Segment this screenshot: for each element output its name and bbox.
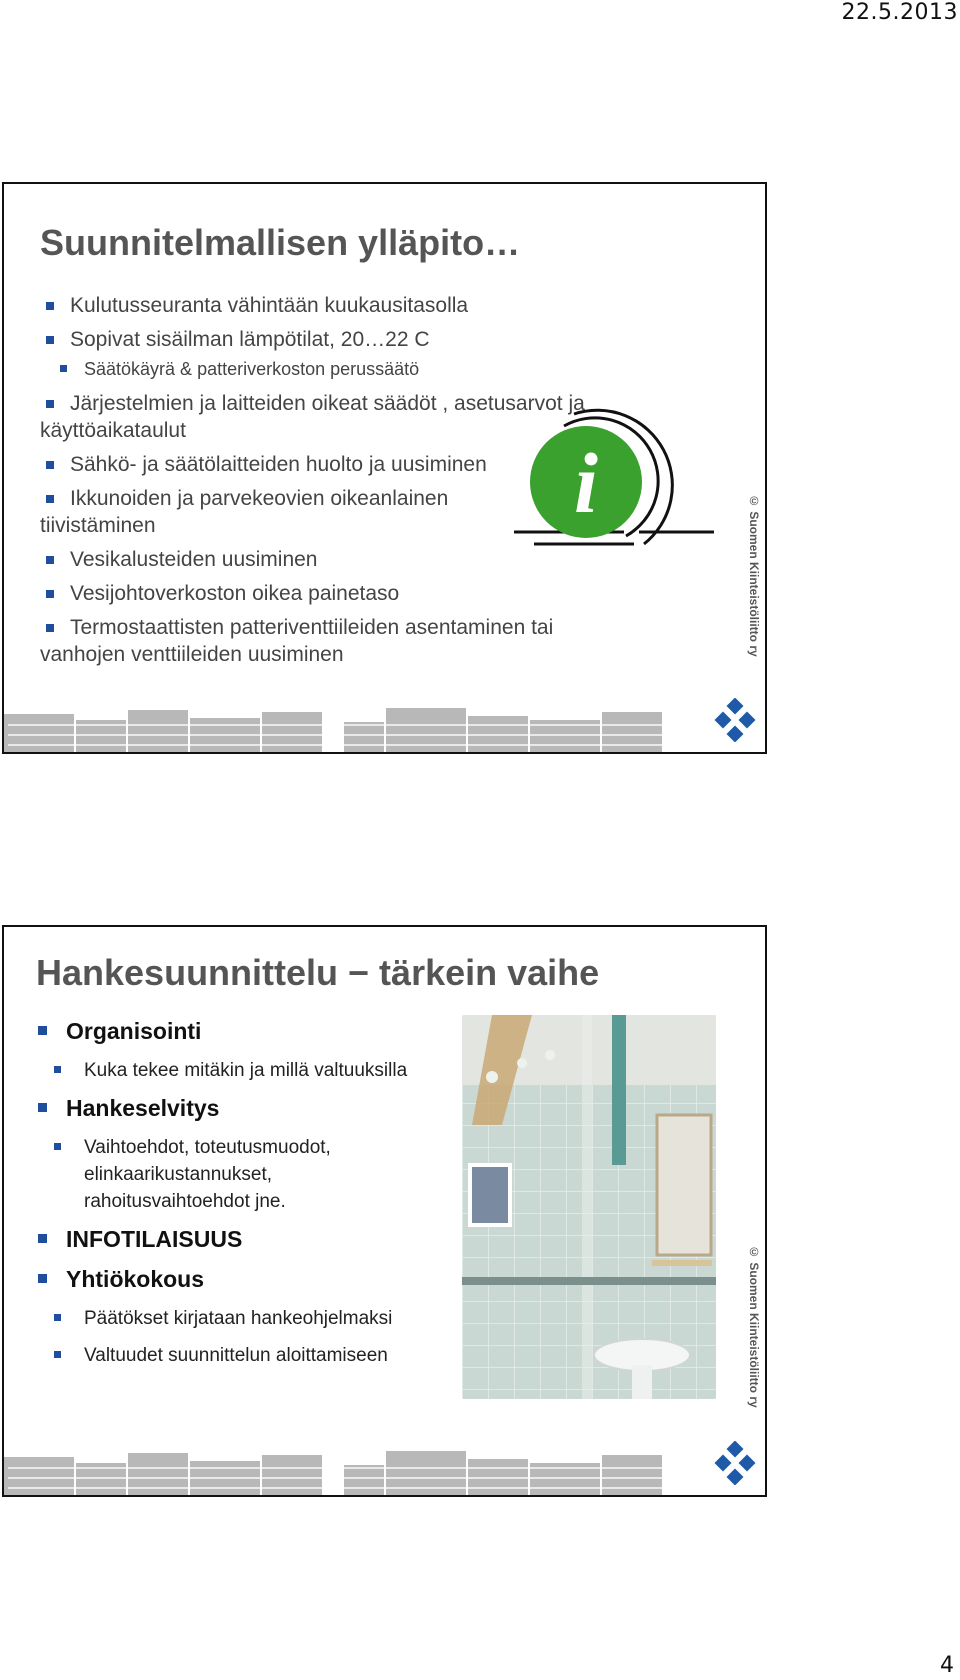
logo-icon bbox=[713, 698, 757, 742]
bullet-square-icon bbox=[54, 1143, 61, 1150]
bullet-square-icon bbox=[46, 624, 54, 632]
bullet-square-icon bbox=[46, 400, 54, 408]
bullet-square-icon bbox=[38, 1234, 47, 1243]
bullet-item: Ikkunoiden ja parvekeovien oikeanlainen tiivistäminen bbox=[40, 487, 449, 537]
bullet-list bbox=[36, 1017, 456, 1379]
info-icon bbox=[514, 404, 714, 554]
bullet-square-icon bbox=[46, 495, 54, 503]
sub-bullet-item: Päätökset kirjataan hankeohjelmaksi bbox=[36, 1305, 456, 1332]
bullet-square-icon bbox=[54, 1066, 61, 1073]
bullet-item: Yhtiökokous bbox=[36, 1265, 456, 1293]
bullet-square-icon bbox=[46, 302, 54, 310]
bullet-item: Järjestelmien ja laitteiden oikeat säädöt , asetusarvot ja käyttöaikataulut bbox=[40, 392, 585, 442]
bullet-item: Vesijohtoverkoston oikea painetaso bbox=[40, 580, 585, 607]
slide-title: Hankesuunnittelu − tärkein vaihe bbox=[36, 952, 600, 993]
bathroom-photo bbox=[462, 1015, 716, 1399]
bullet-item: Hankeselvitys bbox=[36, 1094, 456, 1122]
skyline-decoration bbox=[4, 706, 704, 752]
page-number: 4 bbox=[940, 1653, 954, 1678]
slide-2 bbox=[2, 925, 767, 1497]
bullet-square-icon bbox=[54, 1351, 61, 1358]
logo-icon bbox=[713, 1441, 757, 1485]
bullet-item: INFOTILAISUUS bbox=[36, 1225, 456, 1253]
bullet-square-icon bbox=[60, 365, 67, 372]
bullet-square-icon bbox=[38, 1103, 47, 1112]
copyright-text: © Suomen Kiinteistöliitto ry bbox=[747, 1245, 761, 1408]
bullet-item: Sähkö- ja säätölaitteiden huolto ja uusiminen bbox=[40, 451, 585, 478]
bullet-item: Kulutusseuranta vähintään kuukausitasolla bbox=[40, 292, 585, 319]
copyright-text: © Suomen Kiinteistöliitto ry bbox=[747, 494, 761, 657]
slide-title: Suunnitelmallisen ylläpito… bbox=[40, 222, 521, 263]
page-date: 22.5.2013 bbox=[841, 0, 958, 25]
bullet-square-icon bbox=[54, 1314, 61, 1321]
info-glyph: i bbox=[574, 435, 598, 531]
bullet-list bbox=[40, 292, 585, 675]
bullet-square-icon bbox=[38, 1026, 47, 1035]
sub-bullet-item: Valtuudet suunnittelun aloittamiseen bbox=[36, 1342, 456, 1369]
bullet-square-icon bbox=[38, 1274, 47, 1283]
bullet-item: Termostaattisten patteriventtiileiden asentaminen tai vanhojen venttiileiden uusiminen bbox=[40, 616, 554, 666]
bullet-square-icon bbox=[46, 336, 54, 344]
skyline-decoration bbox=[4, 1449, 704, 1495]
bullet-item: Sopivat sisäilman lämpötilat, 20…22 C bbox=[40, 326, 585, 353]
slide-1 bbox=[2, 182, 767, 754]
bullet-item: Organisointi bbox=[36, 1017, 456, 1045]
sub-bullet-item: Kuka tekee mitäkin ja millä valtuuksilla bbox=[36, 1057, 456, 1084]
bullet-square-icon bbox=[46, 461, 54, 469]
sub-bullet-item: Säätökäyrä & patteriverkoston perussäätö bbox=[40, 356, 585, 383]
bullet-square-icon bbox=[46, 556, 54, 564]
bullet-item: Vesikalusteiden uusiminen bbox=[40, 546, 585, 573]
bullet-square-icon bbox=[46, 590, 54, 598]
sub-bullet-item: Vaihtoehdot, toteutusmuodot, elinkaarikustannukset, rahoitusvaihtoehdot jne. bbox=[36, 1134, 384, 1215]
